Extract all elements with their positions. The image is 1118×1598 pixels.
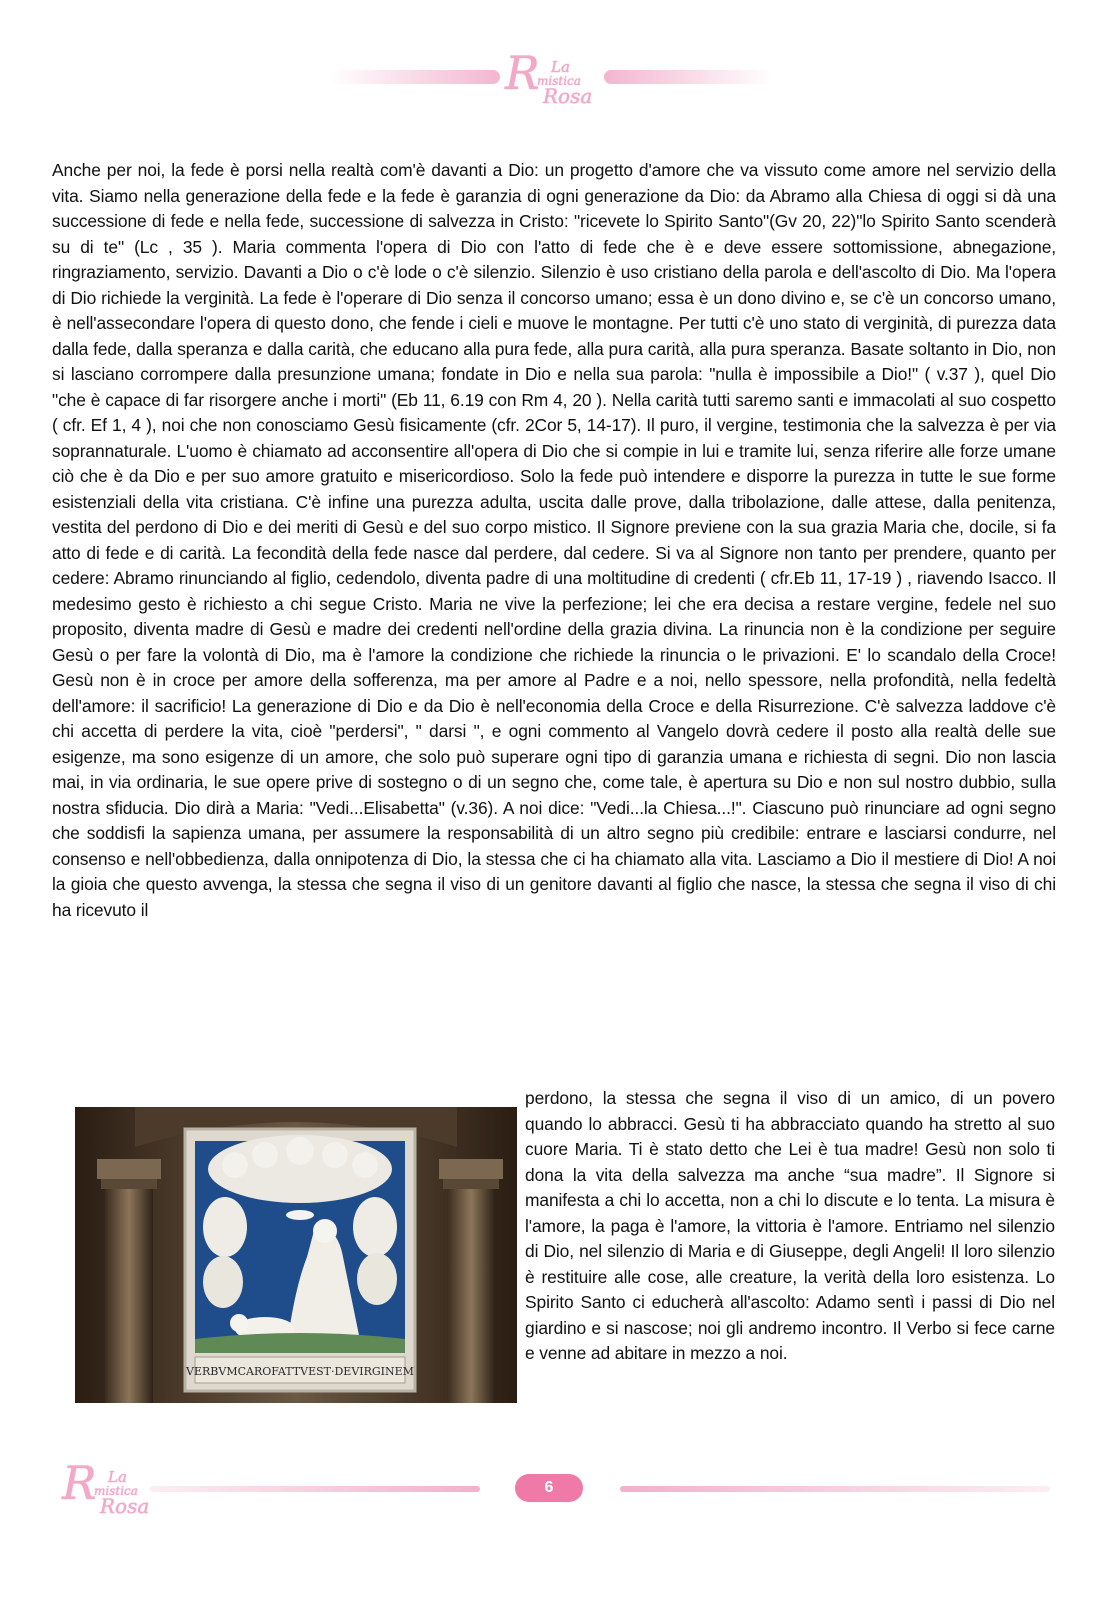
relief-inscription: VERBVMCAROFATTVEST·DEVIRGINEM bbox=[186, 1365, 414, 1378]
page-number: 6 bbox=[515, 1474, 583, 1502]
relief-photo bbox=[75, 1107, 517, 1403]
nativity-relief-image bbox=[75, 1107, 517, 1403]
header-logo-mistica: mistica bbox=[537, 74, 581, 88]
main-text: Anche per noi, la fede è porsi nella realtà com'è davanti a Dio: un progetto d'amore che va vissuto come amore nel servizio della vita. Siamo nella generazione della fede e la fede è garanzia di ogni generazione da Dio: da Abramo alla Chiesa di oggi si dà una successione di fede e nella fede, successione di salvezza in Cristo: "ricevete lo Spirito Santo"(Gv 20, 22)"lo Spirito Santo scenderà su di te" (Lc , 35 ). Maria commenta l'opera di Dio con l'atto di fede che è e deve essere sottomissione, abnegazione, ringraziamento, servizio. Davanti a Dio o c'è lode o c'è silenzio. Silenzio è uso cristiano della parola e dell'ascolto di Dio. Ma l'opera di Dio richiede la verginità. La fede è l'operare di Dio senza il concorso umano; essa è un dono divino e, se c'è un concorso umano, è nell'assecondare l'opera di questo dono, che fende i cieli e muove le montagne. Per tutti c'è uno stato di verginità, di purezza data dalla fede, dalla speranza e dalla carità, che educano alla pura fede, alla pura carità, alla pura speranza. Basate soltanto in Dio, non si lasciano corrompere dalla presunzione umana; fondate in Dio e nella sua parola: "nulla è impossibile a Dio!" ( v.37 ), quel Dio "che è capace di far risorgere anche i morti" (Eb 11, 6.19 con Rm 4, 20 ). Nella carità tutti saremo santi e immacolati al suo cospetto ( cfr. Ef 1, 4 ), noi che non conosciamo Gesù fisicamente (cfr. 2Cor 5, 14-17). Il puro, il vergine, testimonia che la salvezza è per via soprannaturale. L'uomo è chiamato ad acconsentire all'opera di Dio che si compie in lui e tramite lui, senza riferire alle forze umane ciò che è da Dio e per suo amore gratuito e misericordioso. Solo la fede può intendere e disporre la purezza in tutte le sue forme esistenziali della vita cristiana. C'è infine una purezza adulta, uscita dalle prove, dalla tribolazione, dalle attese, dalla penitenza, vestita del perdono di Dio e dei meriti di Gesù e del suo corpo mistico. Il Signore previene con la sua grazia Maria che, docile, si fa atto di fede e di carità. La fecondità della fede nasce dal perdere, dal cedere. Si va al Signore non tanto per prendere, quanto per cedere: Abramo rinunciando al figlio, cedendolo, diventa padre di una moltitudine di credenti ( cfr.Eb 11, 17-19 ) , riavendo Isacco. Il medesimo gesto è richiesto a chi segue Cristo. Maria ne vive la perfezione; lei che era decisa a restare vergine, fedele nel suo proposito, diventa madre di Gesù e madre dei credenti nell'ordine della grazia divina. La rinuncia non è la condizione per seguire Gesù o per fare la volontà di Dio, ma è l'amore la condizione che richiede la rinuncia o le privazioni. E' lo scandalo della Croce! Gesù non è in croce per amore della sofferenza, ma per amore al Padre e a noi, nello spessore, nella profondità, nella fedeltà dell'amore: il sacrificio! La generazione di Dio e da Dio è nell'economia della Croce e della Risurrezione. C'è salvezza laddove c'è chi accetta di perdere la vita, cioè "perdersi", " darsi ", e ogni commento al Vangelo dovrà cedere il posto alla realtà delle sue esigenze, ma sono esigenze di un amore, che solo può superare ogni tipo di garanzia umana e richiesta di segni. Dio non lascia mai, in via ordinaria, le sue opere prive di sostegno o di un segno che, come tale, è apertura su Dio e non sul nostro dubbio, sulla nostra sfiducia. Dio dirà a Maria: "Vedi...Elisabetta" (v.36). A noi dice: "Vedi...la Chiesa...!". Ciascuno può rinunciare ad ogni segno che soddisfi la sapienza umana, per assumere la responsabilità di un altro segno più credibile: entrare e lasciarsi condurre, nel consenso e nell'obbedienza, dalla onnipotenza di Dio, la stessa che ci ha chiamato alla vita. Lasciamo a Dio il mestiere di Dio! A noi la gioia che questo avvenga, la stessa che segna il viso di un genitore davanti al figlio che nasce, la stessa che segna il viso di chi ha ricevuto il bbox=[52, 160, 1056, 920]
footer-decoration-right bbox=[620, 1486, 1050, 1492]
footer-logo-mistica: mistica bbox=[94, 1484, 138, 1498]
header-logo-initial: R bbox=[505, 46, 540, 100]
footer-logo-rosa: Rosa bbox=[100, 1494, 150, 1518]
header-decoration-right bbox=[604, 70, 774, 84]
header-logo-la: La bbox=[551, 58, 570, 76]
footer-logo bbox=[62, 1456, 162, 1518]
side-text: perdono, la stessa che segna il viso di un amico, di un povero quando lo abbracci. Gesù ti ha abbracciato quando ha stretto al suo cuore Maria. Ti è stato detto che Lei è tua madre! Gesù non solo ti dona la vita della salvezza ma anche “sua madre”. Il Signore si manifesta a chi lo accetta, non a chi lo discute e lo tenta. La misura è l'amore, la paga è l'amore, la vittoria è l'amore. Entriamo nel silenzio di Dio, nel silenzio di Maria e di Giuseppe, degli Angeli! Il loro silenzio è restituire alle cose, alle creature, la verità della loro esistenza. Lo Spirito Santo ci educherà all'ascolto: Adamo sentì i passi di Dio nel giardino e si nascose; noi gli andremo incontro. Il Verbo si fece carne e venne ad abitare in mezzo a noi. bbox=[525, 1088, 1055, 1363]
header-logo bbox=[505, 46, 605, 108]
header-decoration-left bbox=[330, 70, 500, 84]
footer-logo-initial: R bbox=[62, 1456, 97, 1510]
footer-decoration-left bbox=[150, 1486, 480, 1492]
footer-logo-la: La bbox=[108, 1468, 127, 1486]
header-logo-rosa: Rosa bbox=[543, 84, 593, 108]
